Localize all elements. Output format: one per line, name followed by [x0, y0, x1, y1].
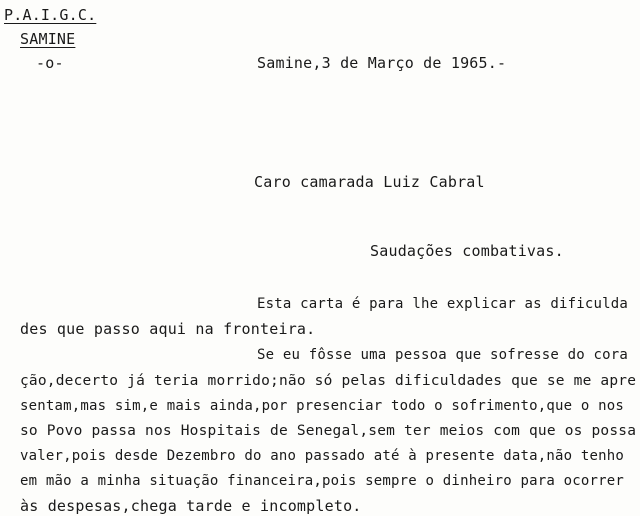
greeting: Caro camarada Luiz Cabral [254, 173, 485, 191]
header-org: P.A.I.G.C. [4, 6, 97, 24]
body-line: Se eu fôsse uma pessoa que sofresse do cora [257, 347, 629, 363]
body-line: valer,pois desde Dezembro do ano passado até à presente data,não tenho [20, 448, 625, 464]
body-line: em mão a minha situação financeira,pois sempre o dinheiro para ocorrer [20, 473, 625, 489]
salutation: Saudações combativas. [370, 242, 564, 260]
header-place: SAMINE [20, 30, 76, 48]
body-line: às despesas,chega tarde e incompleto. [20, 497, 362, 515]
body-line: ção,decerto já teria morrido;não só pelas dificuldades que se me apre [20, 373, 637, 389]
body-line: des que passo aqui na fronteira. [20, 320, 316, 338]
body-line: so Povo passa nos Hospitais de Senegal,sem ter meios com que os possa [20, 423, 637, 439]
header-divider: -o- [36, 54, 64, 72]
body-line: Esta carta é para lhe explicar as dificulda [257, 296, 629, 312]
date-line: Samine,3 de Março de 1965.- [257, 54, 507, 72]
body-line: sentam,mas sim,e mais ainda,por presenciar todo o sofrimento,que o nos [20, 398, 625, 414]
